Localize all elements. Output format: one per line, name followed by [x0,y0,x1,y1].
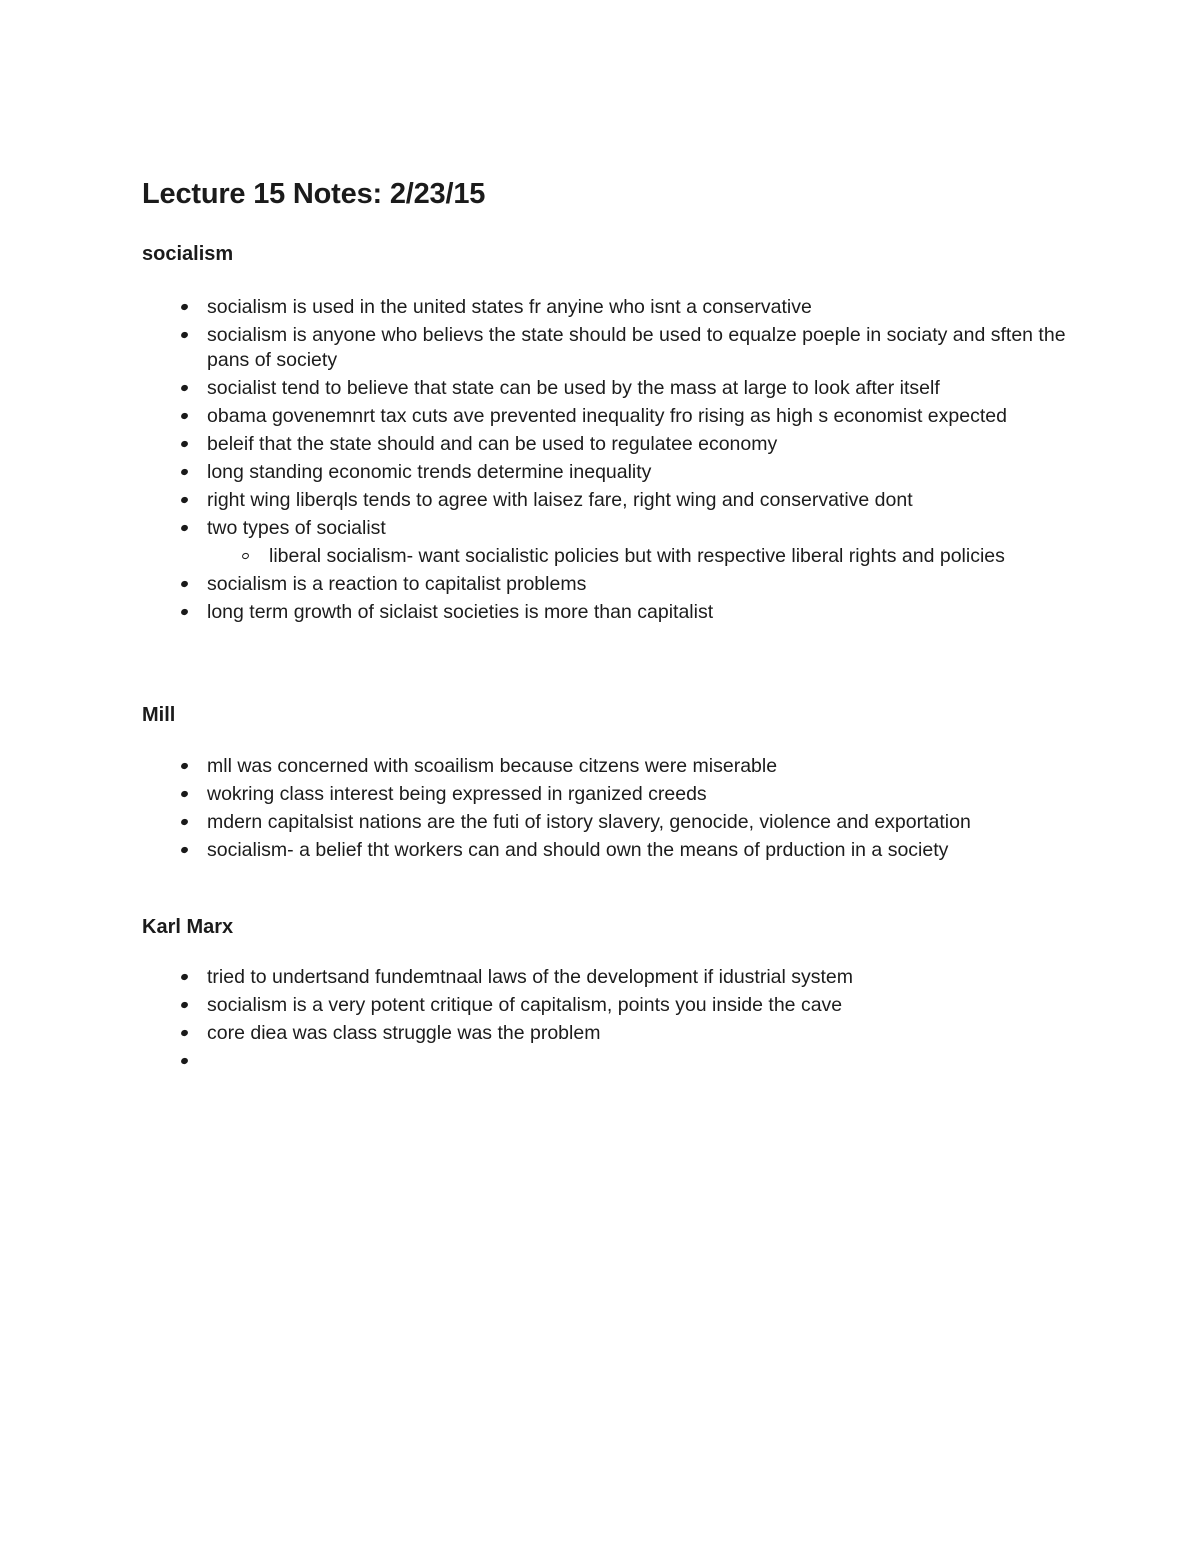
list-item-text: obama govenemnrt tax cuts ave prevented inequality fro rising as high s economist expected [207,405,1007,427]
bullet-icon [180,1001,189,1009]
bullet-icon [180,440,189,448]
bullet-icon [180,846,189,854]
list-item [0,516,1067,541]
list-item [0,782,1067,807]
list-item [0,323,1067,373]
list-item [0,600,1067,625]
list-item-text: two types of socialist [207,517,386,539]
list-item-text: beleif that the state should and can be used to regulatee economy [207,433,778,455]
list-item [0,572,1067,597]
list-item-text [207,1049,1067,1074]
list-item-empty [0,1049,1067,1074]
list-item [0,965,1067,990]
bullet-icon [180,790,189,798]
bullet-icon [180,331,189,339]
list-item-text: tried to undertsand fundemtnaal laws of the development if idustrial system [207,966,854,988]
karl-marx-bullet-list [0,965,1200,1077]
list-item-text: mdern capitalsist nations are the futi of istory slavery, genocide, violence and exportation [207,811,971,833]
list-item-text: right wing liberqls tends to agree with laisez fare, right wing and conservative dont [207,489,913,511]
bullet-icon [180,580,189,588]
list-item-text: socialism is used in the united states fr anyine who isnt a conservative [207,296,812,318]
list-item [0,488,1067,513]
list-item [0,810,1067,835]
section-heading-socialism: socialism [142,243,234,265]
list-item [0,295,1067,320]
bullet-icon [180,818,189,826]
section-heading-mill: Mill [142,704,176,726]
sub-list-item [0,544,1049,569]
bullet-icon [180,496,189,504]
bullet-icon [180,468,189,476]
hollow-bullet-icon [241,552,250,560]
list-item-text: socialism is a very potent critique of capitalism, points you inside the cave [207,994,843,1016]
list-item-text: socialism- a belief tht workers can and should own the means of prduction in a society [207,839,949,861]
list-item [0,460,1067,485]
list-item [0,838,1067,863]
list-item-text: socialism is a reaction to capitalist problems [207,573,587,595]
bullet-icon [180,524,189,532]
bullet-icon [180,762,189,770]
list-item-text: long standing economic trends determine inequality [207,461,652,483]
list-item-text: wokring class interest being expressed in rganized creeds [207,783,707,805]
list-item-text: socialist tend to believe that state can be used by the mass at large to look after itself [207,377,940,399]
bullet-icon [180,973,189,981]
list-item [0,993,1067,1018]
socialism-bullet-list [0,295,1200,628]
list-item-text: liberal socialism- want socialistic policies but with respective liberal rights and policies [269,545,1005,567]
list-item-text: socialism is anyone who believs the state should be used to equalze poeple in sociaty and sften the pans of society [207,324,1066,371]
bullet-icon [180,608,189,616]
list-item-text: core diea was class struggle was the problem [207,1022,601,1044]
bullet-icon [180,384,189,392]
bullet-icon [180,1057,189,1065]
bullet-icon [180,303,189,311]
section-heading-karl-marx: Karl Marx [142,916,234,938]
list-item [0,376,1067,401]
page-title: Lecture 15 Notes: 2/23/15 [142,178,486,210]
bullet-icon [180,1029,189,1037]
list-item-text: mll was concerned with scoailism because citzens were miserable [207,755,778,777]
list-item [0,404,1067,429]
list-item-text: long term growth of siclaist societies is more than capitalist [207,601,714,623]
list-item [0,432,1067,457]
list-item [0,1021,1067,1046]
mill-bullet-list [0,754,1200,866]
bullet-icon [180,412,189,420]
list-item [0,754,1067,779]
